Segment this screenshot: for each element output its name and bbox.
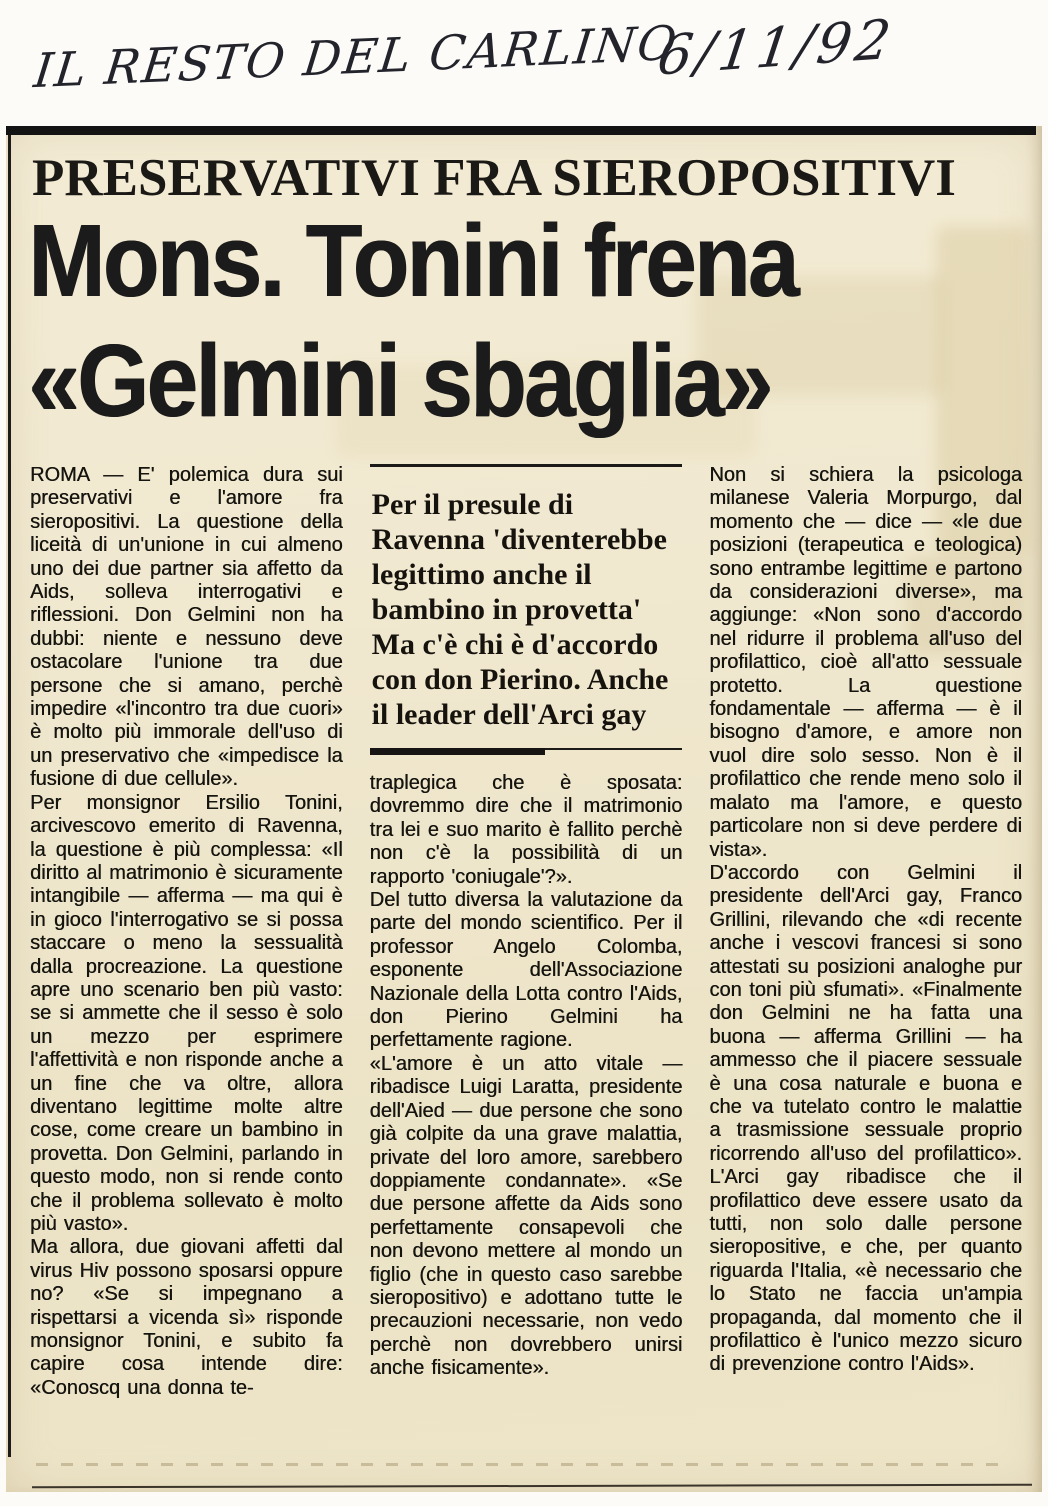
- article-columns: [30, 464, 1022, 1400]
- main-headline-line-1: Mons. Tonini frena: [28, 203, 797, 318]
- column-1: [30, 464, 343, 1400]
- handwritten-date: 6/11/92: [653, 7, 899, 88]
- column-3: [709, 464, 1022, 1400]
- column-2: [370, 464, 683, 1400]
- showthrough-line: [36, 1463, 1006, 1466]
- handwritten-publication-title: IL RESTO DEL CARLINO: [31, 15, 682, 100]
- body-paragraph: ROMA — E' polemica dura sui preservativi e l'amore fra sieropositivi. La questione della liceità di un'unione in cui almeno uno dei due partner sia affetto da Aids, solleva interrogativi e riflessioni. Don Gelmini non ha dubbi: niente e nessuno deve ostacolare l'unione tra due persone che si amano, perchè impedire «l'incontro tra due cuori» è molto più immorale dell'uso di un preservativo che «impedisce la fusione di due cellule».: [30, 464, 343, 791]
- body-paragraph: D'accordo con Gelmini il presidente dell'Arci gay, Franco Grillini, rilevando che «di recente anche i vescovi francesi si sono attestati su posizioni analoghe pur con toni più sfumati». «Finalmente don Gelmini ne ha fatta una buona — afferma Grillini — ha ammesso che il piacere sessuale è una cosa naturale e buona e che va tutelato contro le malattie a trasmissione sessuale proprio ricorrendo all'uso del profilattico». L'Arci gay ribadisce che il profilattico deve essere usato da tutti, non solo dalle persone sieropositive, e che, per quanto riguarda l'Italia, «è necessario che lo Stato ne faccia un'ampia propaganda, dal momento che il profilattico è l'unico mezzo sicuro di prevenzione contro l'Aids».: [709, 861, 1023, 1376]
- body-paragraph: traplegica che è sposata: dovremmo dire che il matrimonio tra lei e suo marito è fallito perchè non c'è la possibilità di un rapporto 'coniugale'?».: [369, 772, 683, 888]
- article-clipping: [6, 126, 1042, 1492]
- body-paragraph: Per monsignor Ersilio Tonini, arcivescovo emerito di Ravenna, la questione è più complessa: «Il diritto al matrimonio è sicuramente intangibile — afferma — ma qui è in gioco l'interrogativo se si possa staccare o meno la sessualità dalla procreazione. La questione apre uno scenario ben più vasto: se si ammette che il sesso è solo un mezzo per esprimere l'affettività e non risponde anche a un fine che va oltre, allora diventano legittime molte altre cose, come creare un bambino in provetta. Don Gelmini, parlando in questo modo, non si rende conto che il problema sollevato è molto più vasto».: [30, 791, 343, 1235]
- left-rule: [8, 135, 11, 1457]
- kicker-headline: PRESERVATIVI FRA SIEROPOSITIVI: [32, 149, 956, 207]
- body-paragraph: Non si schiera la psicologa milanese Valeria Morpurgo, dal momento che — dice — «le due posizioni (terapeutica e teologica) sono entrambe legittime e partono da considerazioni diverse», ma aggiunge: «Non sono d'accordo nel ridurre il problema all'uso del profilattico, cioè all'atto sessuale protetto. La questione fondamentale — afferma — è il bisogno d'amore, e amore non vuol dire solo sesso. Non è il profilattico che rende meno solo il malato ma l'amore, e questo particolare non si deve perdere di vista».: [709, 464, 1023, 861]
- body-paragraph: Del tutto diversa la valutazione da parte del mondo scientifico. Per il professor Angelo Colomba, esponente dell'Associazione Nazionale della Lotta contro l'Aids, don Pierino Gelmini ha perfettamente ragione.: [369, 889, 683, 1052]
- pull-quote-bottom-rule: [370, 748, 683, 762]
- top-rule: [6, 126, 1036, 135]
- main-headline-line-2: «Gelmini sbaglia»: [28, 323, 771, 438]
- pull-quote: Per il presule di Ravenna 'diventerebbe legittimo anche il bambino in provetta' Ma c'è chi è d'accordo con don Pierino. Anche il leader dell'Arci gay: [370, 464, 683, 748]
- bottom-rule: [32, 1484, 1032, 1489]
- body-paragraph: Ma allora, due giovani affetti dal virus Hiv possono sposarsi oppure no? «Se si impegnano a rispettarsi a vicenda sì» risponde monsignor Tonini, e subito fa capire cosa intende dire: «Conoscq una donna te-: [30, 1236, 343, 1399]
- body-paragraph: «L'amore è un atto vitale — ribadisce Luigi Laratta, presidente dell'Aied — due persone che sono già colpite da una grave malattia, private del loro amore, sarebbero doppiamente condannate». «Se due persone affette da Aids sono perfettamente consapevoli che non devono mettere al mondo un figlio (che in questo caso sarebbe sieropositivo) e adottano tutte le precauzioni necessarie, non vedo perchè non dovrebbero unirsi anche fisicamente».: [369, 1052, 683, 1380]
